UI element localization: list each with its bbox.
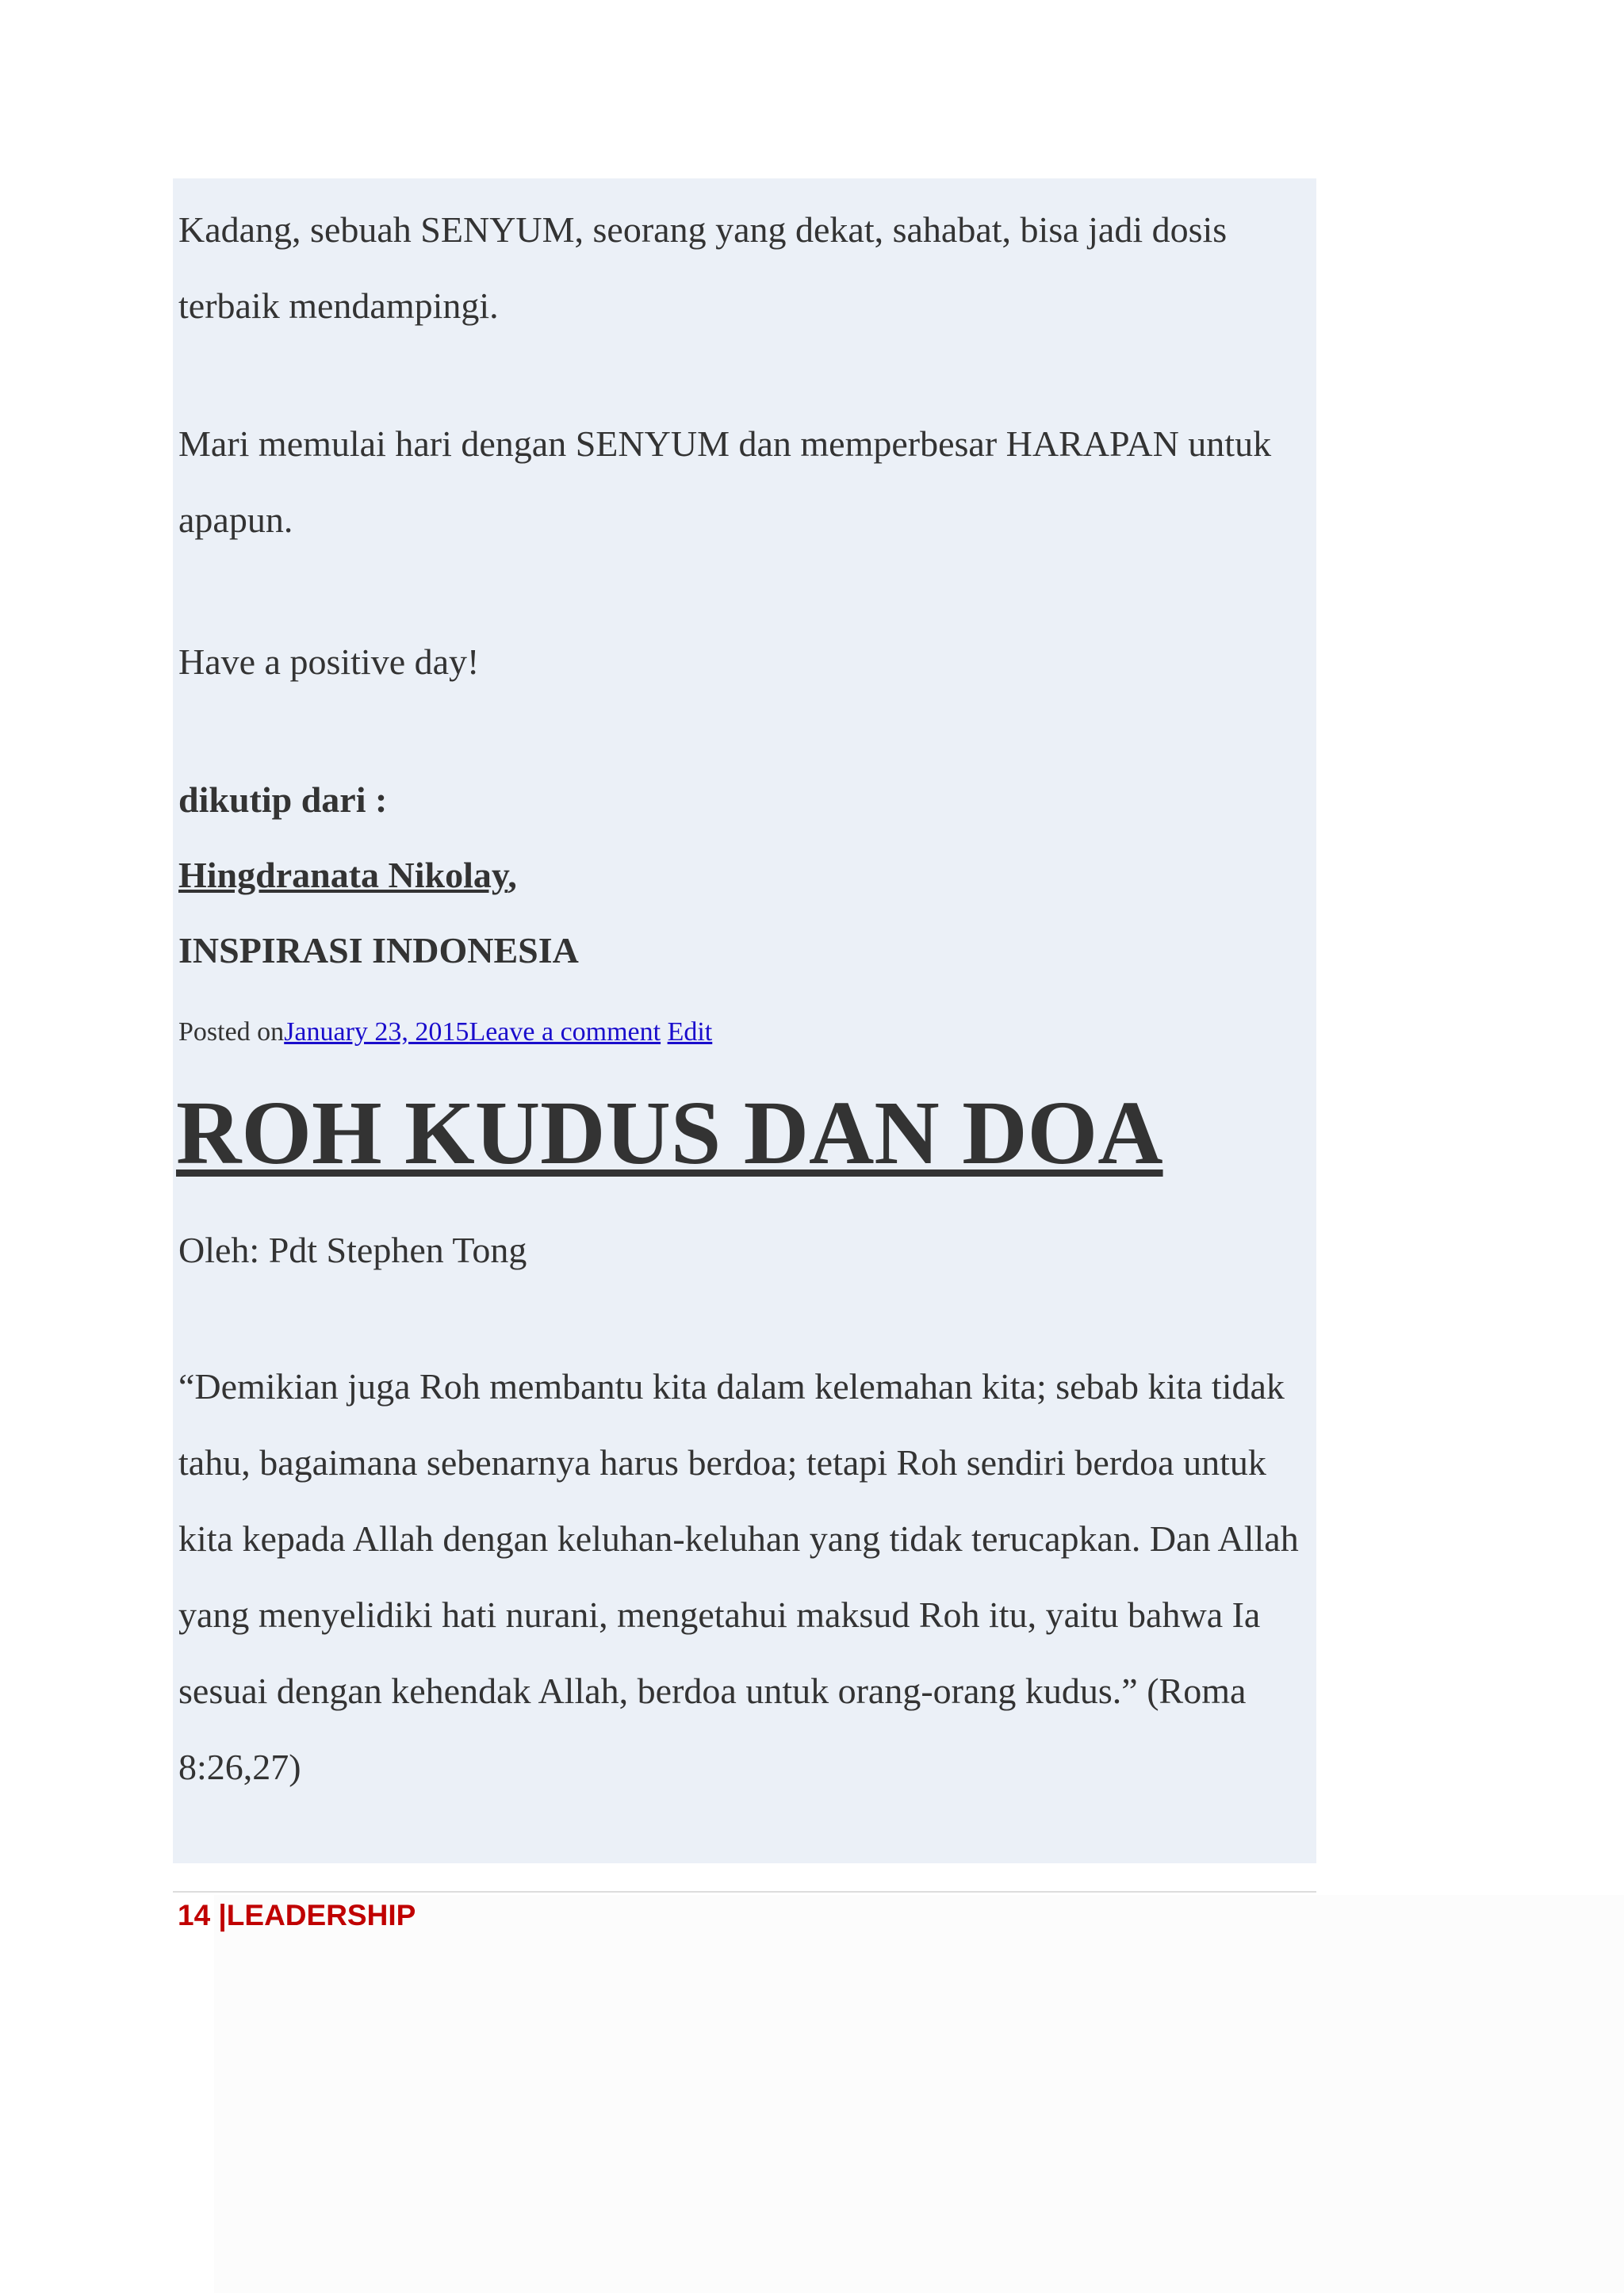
intro-paragraph-1: Kadang, sebuah SENYUM, seorang yang dekat, sahabat, bisa jadi dosis terbaik mendampingi.	[178, 209, 1228, 326]
source-organization: INSPIRASI INDONESIA	[178, 930, 579, 970]
post-date-link[interactable]: January 23, 2015	[284, 1017, 469, 1047]
article-title[interactable]: ROH KUDUS DAN DOA	[176, 1082, 1163, 1183]
source-author-link[interactable]: Hingdranata Nikolay	[178, 855, 508, 895]
intro-paragraph-2: Mari memulai hari dengan SENYUM dan memperbesar HARAPAN untuk apapun.	[178, 423, 1272, 540]
article-byline: Oleh: Pdt Stephen Tong	[178, 1230, 527, 1270]
page-footer	[178, 1893, 416, 1938]
source-label: dikutip dari :	[178, 779, 388, 820]
footer-section-label: LEADERSHIP	[226, 1899, 416, 1931]
footer-separator: |	[210, 1899, 227, 1931]
page-number: 14	[178, 1899, 211, 1931]
post-meta	[178, 1015, 712, 1050]
page-background-shade	[214, 1895, 1624, 2293]
article-quote: “Demikian juga Roh membantu kita dalam kelemahan kita; sebab kita tidak tahu, bagaimana sebenarnya harus berdoa; tetapi Roh sendiri berdoa untuk kita kepada Allah dengan keluhan-keluhan yang tidak terucapkan. Dan Allah yang menyelidiki hati nurani, mengetahui maksud Roh itu, yaitu bahwa Ia sesuai dengan kehendak Allah, berdoa untuk orang-orang kudus.” (Roma 8:26,27)	[178, 1366, 1299, 1787]
intro-paragraph-3: Have a positive day!	[178, 641, 480, 682]
source-author-line	[178, 852, 517, 899]
posted-on-label: Posted on	[178, 1017, 285, 1047]
source-author-suffix: ,	[508, 855, 517, 895]
edit-link[interactable]: Edit	[667, 1017, 713, 1047]
leave-comment-link[interactable]: Leave a comment	[469, 1017, 661, 1047]
footer-divider	[173, 1891, 1316, 1893]
